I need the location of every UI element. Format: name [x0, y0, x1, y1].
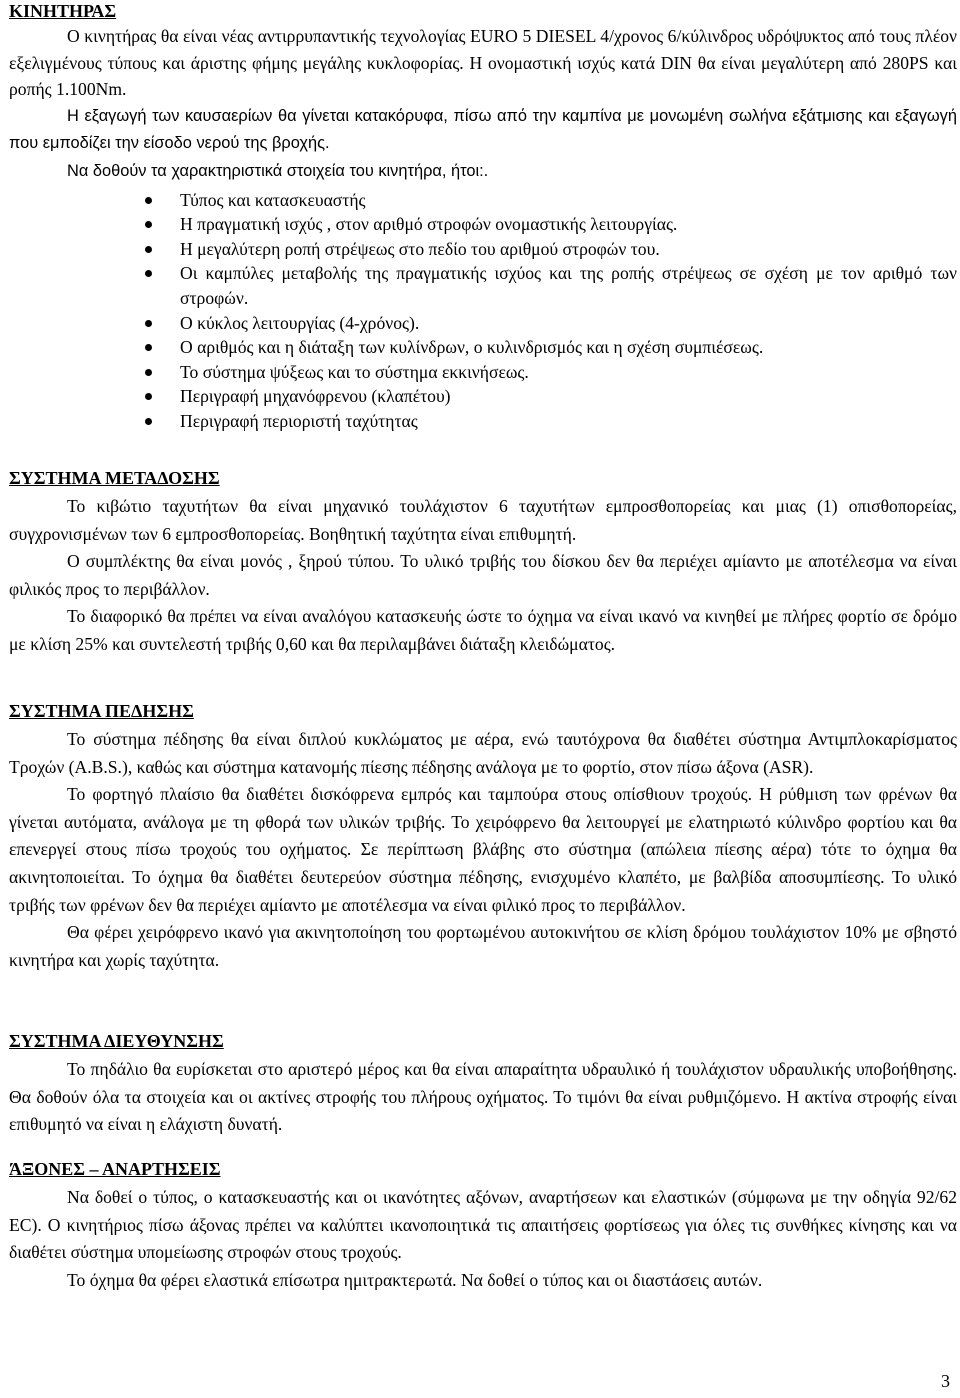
bullet-icon — [145, 221, 152, 228]
section-axles — [9, 1158, 957, 1294]
engine-paragraph-3: Να δοθούν τα χαρακτηριστικά στοιχεία του κινητήρα, ήτοι:. — [67, 161, 489, 180]
bullet-icon — [145, 246, 152, 253]
axles-paragraph-1: Να δοθεί ο τύπος, ο κατασκευαστής και οι ικανότητες αξόνων, αναρτήσεων και ελαστικών (σύμφωνα με την οδηγία 92/62 EC). Ο κινητήριος πίσω άξονας πρέπει να καλύπτει ικανοποιητικά τις απαιτήσεις φορτίσεως για όλες τις συνθήκες κίνησης και να διαθέτει σύστημα υπομείωσης στροφών στους τροχούς. — [9, 1187, 957, 1263]
bullet-icon — [145, 197, 152, 204]
engine-characteristics-list — [9, 188, 957, 434]
bullet-icon — [145, 270, 152, 277]
list-item: Ο αριθμός και η διάταξη των κυλίνδρων, ο κυλινδρισμός και η σχέση συμπιέσεως. — [9, 335, 957, 360]
section-heading-engine: ΚΙΝΗΤΗΡΑΣ — [9, 1, 117, 21]
page-number: 3 — [941, 1371, 950, 1391]
list-item: Το σύστημα ψύξεως και το σύστημα εκκινήσεως. — [9, 360, 957, 385]
section-heading-brakes: ΣΥΣΤΗΜΑ ΠΕΔΗΣΗΣ — [9, 701, 194, 721]
bullet-icon — [145, 369, 152, 376]
bullet-icon — [145, 320, 152, 327]
list-item: Περιγραφή περιοριστή ταχύτητας — [9, 409, 957, 434]
list-item: Η μεγαλύτερη ροπή στρέψεως στο πεδίο του αριθμού στροφών του. — [9, 237, 957, 262]
bullet-icon — [145, 393, 152, 400]
section-heading-steering: ΣΥΣΤΗΜΑ ΔΙΕΥΘΥΝΣΗΣ — [9, 1031, 224, 1051]
transmission-paragraph-1: Το κιβώτιο ταχυτήτων θα είναι μηχανικό τουλάχιστον 6 ταχυτήτων εμπροσθοπορείας και μιας (1) οπισθοπορείας, συγχρονισμένων των 6 εμπροσθοπορείας. Βοηθητική ταχύτητα είναι επιθυμητή. — [9, 496, 957, 544]
brakes-paragraph-1: Το σύστημα πέδησης θα είναι διπλού κυκλώματος με αέρα, ενώ ταυτόχρονα θα διαθέτει σύστημα Αντιμπλοκαρίσματος Τροχών (Α.Β.S.), καθώς και σύστημα κατανομής πίεσης πέδησης ανάλογα με το φορτίο, στον πίσω άξονα (ASR). — [9, 729, 957, 777]
list-item: Η πραγματική ισχύς , στον αριθμό στροφών ονομαστικής λειτουργίας. — [9, 212, 957, 237]
section-transmission — [9, 467, 957, 659]
engine-paragraph-1: Ο κινητήρας θα είναι νέας αντιρρυπαντικής τεχνολογίας EURO 5 DIESEL 4/χρονος 6/κύλινδρος υδρόψυκτος από τους πλέον εξελιγμένους τύπους και άριστης φήμης μεγάλης κυκλοφορίας. Η ονομαστική ισχύς κατά DIN θα είναι μεγαλύτερη από 280PS και ροπής 1.100Nm. — [9, 26, 957, 100]
list-item: Περιγραφή μηχανόφρενου (κλαπέτου) — [9, 384, 957, 409]
list-item: Τύπος και κατασκευαστής — [9, 188, 957, 213]
section-heading-axles: ΆΞΟΝΕΣ – ΑΝΑΡΤΗΣΕΙΣ — [9, 1159, 221, 1179]
axles-paragraph-2: Το όχημα θα φέρει ελαστικά επίσωτρα ημιτρακτερωτά. Να δοθεί ο τύπος και οι διαστάσεις αυτών. — [67, 1269, 763, 1290]
brakes-paragraph-2: Το φορτηγό πλαίσιο θα διαθέτει δισκόφρενα εμπρός και ταμπούρα στους οπίσθιουν τροχούς. Η ρύθμιση των φρένων θα γίνεται αυτόματα, ανάλογα με τη φθορά των υλικών τριβής. Το χειρόφρενο θα λειτουργεί με ελατηριωτό κύλινδρο φορτίου και θα επενεργεί στους πίσω τροχούς του οχήματος. Σε περίπτωση βλάβης στο σύστημα (απώλεια πίεσης αέρα) τότε το όχημα θα ακινητοποιείται. Το όχημα θα διαθέτει δευτερεύον σύστημα πέδησης, ενισχυμένο κλαπέτο, με βαλβίδα αποσυμπίεσης. Το υλικό τριβής των φρένων δεν θα περιέχει αμίαντο με αποτέλεσμα να είναι φιλικό προς το περιβάλλον. — [9, 784, 957, 915]
engine-paragraph-2: Η εξαγωγή των καυσαερίων θα γίνεται κατακόρυφα, πίσω από την καμπίνα με μονωμένη σωλήνα εξάτμισης και εξαγωγή που εμποδίζει την είσοδο νερού της βροχής. — [9, 106, 957, 153]
list-item: Οι καμπύλες μεταβολής της πραγματικής ισχύος και της ροπής στρέψεως σε σχέση με τον αριθμό των στροφών. — [9, 261, 957, 310]
transmission-paragraph-3: Το διαφορικό θα πρέπει να είναι αναλόγου κατασκευής ώστε το όχημα να είναι ικανό να κινηθεί με πλήρες φορτίο σε δρόμο με κλίση 25% και συντελεστή τριβής 0,60 και θα περιλαμβάνει διάταξη κλειδώματος. — [9, 606, 957, 654]
bullet-icon — [145, 344, 152, 351]
section-brakes — [9, 700, 957, 974]
section-heading-transmission: ΣΥΣΤΗΜΑ ΜΕΤΑΔΟΣΗΣ — [9, 468, 220, 488]
section-steering — [9, 1030, 957, 1139]
section-engine — [9, 0, 957, 434]
bullet-icon — [145, 418, 152, 425]
transmission-paragraph-2: Ο συμπλέκτης θα είναι μονός , ξηρού τύπου. Το υλικό τριβής του δίσκου δεν θα περιέχει αμίαντο με αποτέλεσμα να είναι φιλικός προς το περιβάλλον. — [9, 551, 957, 599]
steering-paragraph-1: Το πηδάλιο θα ευρίσκεται στο αριστερό μέρος και θα είναι απαραίτητα υδραυλικό ή τουλάχιστον υδραυλικής υποβοήθησης. Θα δοθούν όλα τα στοιχεία και οι ακτίνες στροφής του πλήρους οχήματος. Το τιμόνι θα είναι ρυθμιζόμενο. Η ακτίνα στροφής είναι επιθυμητό να είναι η ελάχιστη δυνατή. — [9, 1059, 957, 1135]
brakes-paragraph-3: Θα φέρει χειρόφρενο ικανό για ακινητοποίηση του φορτωμένου αυτοκινήτου σε κλίση δρόμου τουλάχιστον 10% με σβηστό κινητήρα και χωρίς ταχύτητα. — [9, 922, 957, 970]
list-item: Ο κύκλος λειτουργίας (4-χρόνος). — [9, 311, 957, 336]
